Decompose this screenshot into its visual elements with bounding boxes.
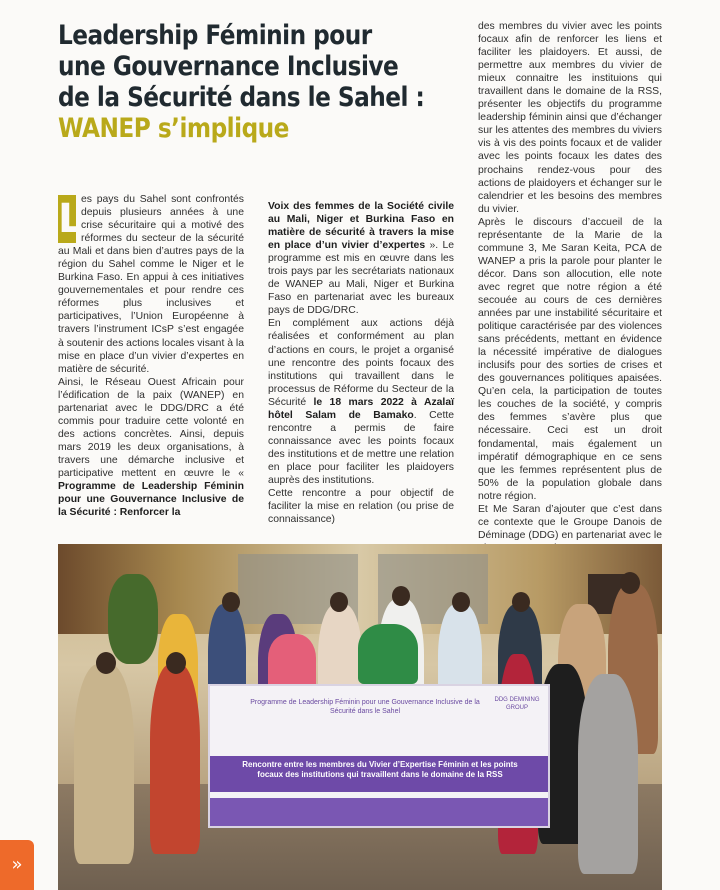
plant (108, 574, 158, 664)
paragraph-text: es pays du Sahel sont confrontés depuis plusieurs années à une crise sécuritaire qui a motivé des réformes du secteur de la sécurité au Mali et dans bien d’autres pays de la région du Sahel comme le Niger et le Burkina Faso. En appui à ces initiatives gouvernementales et pour rendre ces réformes plus inclusives et participatives, l’Union Européenne à travers l’instrument ICsP s’est engagée à soutenir des actions locales visant à la mise en place d’un vivier d’expertes en matière de sécurité. (58, 194, 244, 375)
text-column-middle (268, 200, 454, 526)
paragraph-text: Et Me Saran d’ajouter que c’est dans ce contexte que le Groupe Danois de Déminage (DDG) en partenariat avec le (478, 503, 662, 541)
paragraph-text: des membres du vivier avec les points focaux afin de renforcer les liens et faciliter les plaidoyers. Et aussi, de permettre aux membres du vivier de mieux connaitre les instituions qui travaillent dans le domaine de la RSS, présenter les objectifs du programme leadership féminin ainsi que d’échanger sur les attentes des membres du viviers vis à vis des points focaux et de valider avec les points focaux les dates des prochains rendez-vous pour des actions de plaidoyers et échanger sur le calendrier et les besoins des membres du vivier. (478, 21, 662, 215)
person-head (452, 592, 470, 612)
text-column-right (478, 20, 662, 555)
person-head (96, 652, 116, 674)
person-head (512, 592, 530, 612)
event-banner (208, 684, 550, 828)
headline-line-3: de la Sécurité dans le Sahel : (58, 82, 425, 113)
headline-line-1: Leadership Féminin pour (58, 20, 372, 51)
banner-title: Programme de Leadership Féminin pour une Gouvernance Inclusive de la Sécurité dans le Sahel (250, 699, 480, 715)
person (150, 664, 200, 854)
program-name-bold: Programme de Leadership Féminin pour une Gouvernance Inclusive de la Sécurité : Renforcer la (58, 481, 244, 519)
paragraph (478, 20, 662, 216)
paragraph-text: ». Le programme est mis en œuvre dans les trois pays par les secrétariats nationaux de WANEP au Mali, Niger et Burkina Faso en partenariat avec les bureaux pays de DDG/DRC. (268, 240, 455, 317)
drop-cap: L (58, 196, 84, 242)
paragraph (268, 317, 454, 487)
person (578, 674, 638, 874)
person-head (330, 592, 348, 612)
headline-accent: WANEP s’implique (58, 113, 289, 144)
person-head (222, 592, 240, 612)
paragraph (268, 200, 454, 317)
banner-brand: DDG DEMINING GROUP (494, 697, 540, 711)
banner-footer (210, 798, 548, 826)
article-headline (58, 20, 425, 144)
paragraph (58, 376, 244, 520)
paragraph-text: En complément aux actions déjà réalisées et conformément au plan d’actions en cours, le projet a organisé une rencontre des points focaux des institutions qui travaillent dans le processus de Réforme du Secteur de la Sécurité (268, 318, 454, 408)
person (74, 664, 134, 864)
paragraph-text: Ainsi, le Réseau Ouest Africain pour l’édification de la paix (WANEP) en partenariat avec le DDG/DRC a été commis pour traduire cette volonté en des actions concrètes. Ainsi, depuis mars 2019 les deux organisations, à travers une démarche inclusive et participative mettent en œuvre le « (58, 376, 244, 479)
group-photo (58, 544, 662, 890)
event-date-bold: le 18 mars 2022 à Azalaï hôtel Salam de Bamako (268, 396, 454, 421)
person-head (392, 586, 410, 606)
program-name-bold: Voix des femmes de la Société civile au Mali, Niger et Burkina Faso en matière de sécurité à travers la mise en place d’un vivier d’expertes (268, 201, 454, 252)
paragraph-text: Cette rencontre a pour objectif de faciliter la mise en relation (ou prise de connaissance) (268, 488, 454, 526)
next-page-tab[interactable] (0, 840, 34, 890)
person-head (620, 572, 640, 594)
person-head (166, 652, 186, 674)
paragraph-text: . Cette rencontre a permis de faire connaissance avec les points focaux des institutions et de mettre une relation en place pour faciliter les plaidoyers auprès des institutions. (268, 409, 454, 486)
text-column-left (58, 193, 244, 519)
banner-main-text: Rencontre entre les membres du Vivier d’Expertise Féminin et les points focaux des institutions qui travaillent dans le domaine de la RSS (242, 760, 518, 779)
paragraph (58, 193, 244, 376)
headline-line-2: une Gouvernance Inclusive (58, 51, 399, 82)
paragraph (268, 487, 454, 526)
double-chevron-right-icon: » (11, 854, 23, 875)
paragraph (478, 216, 662, 503)
person (358, 624, 418, 684)
paragraph-text: Après le discours d’accueil de la représentante de la Marie de la commune 3, Me Saran Keita, PCA de WANEP a pris la parole pour planter le décor. Dans son allocution, elle note avec regret que notre région a été secouée au cours de ces dernières années par une instabilité sécuritaire et politique caractérisée par des violences sans précédents, mettant en évidence la nécessité impérative de dialogues inclusifs pour des sorties de crises et des gouvernances politiques apaisées. Qu’en cela, la participation de toutes les couches de la société, y compris des femmes s’avère plus que nécessaire. Ceci est un droit fondamental, mais également un impératif démographique en ce sens que les femmes représentent plus de 50% de la population globale dans notre région. (478, 216, 662, 502)
